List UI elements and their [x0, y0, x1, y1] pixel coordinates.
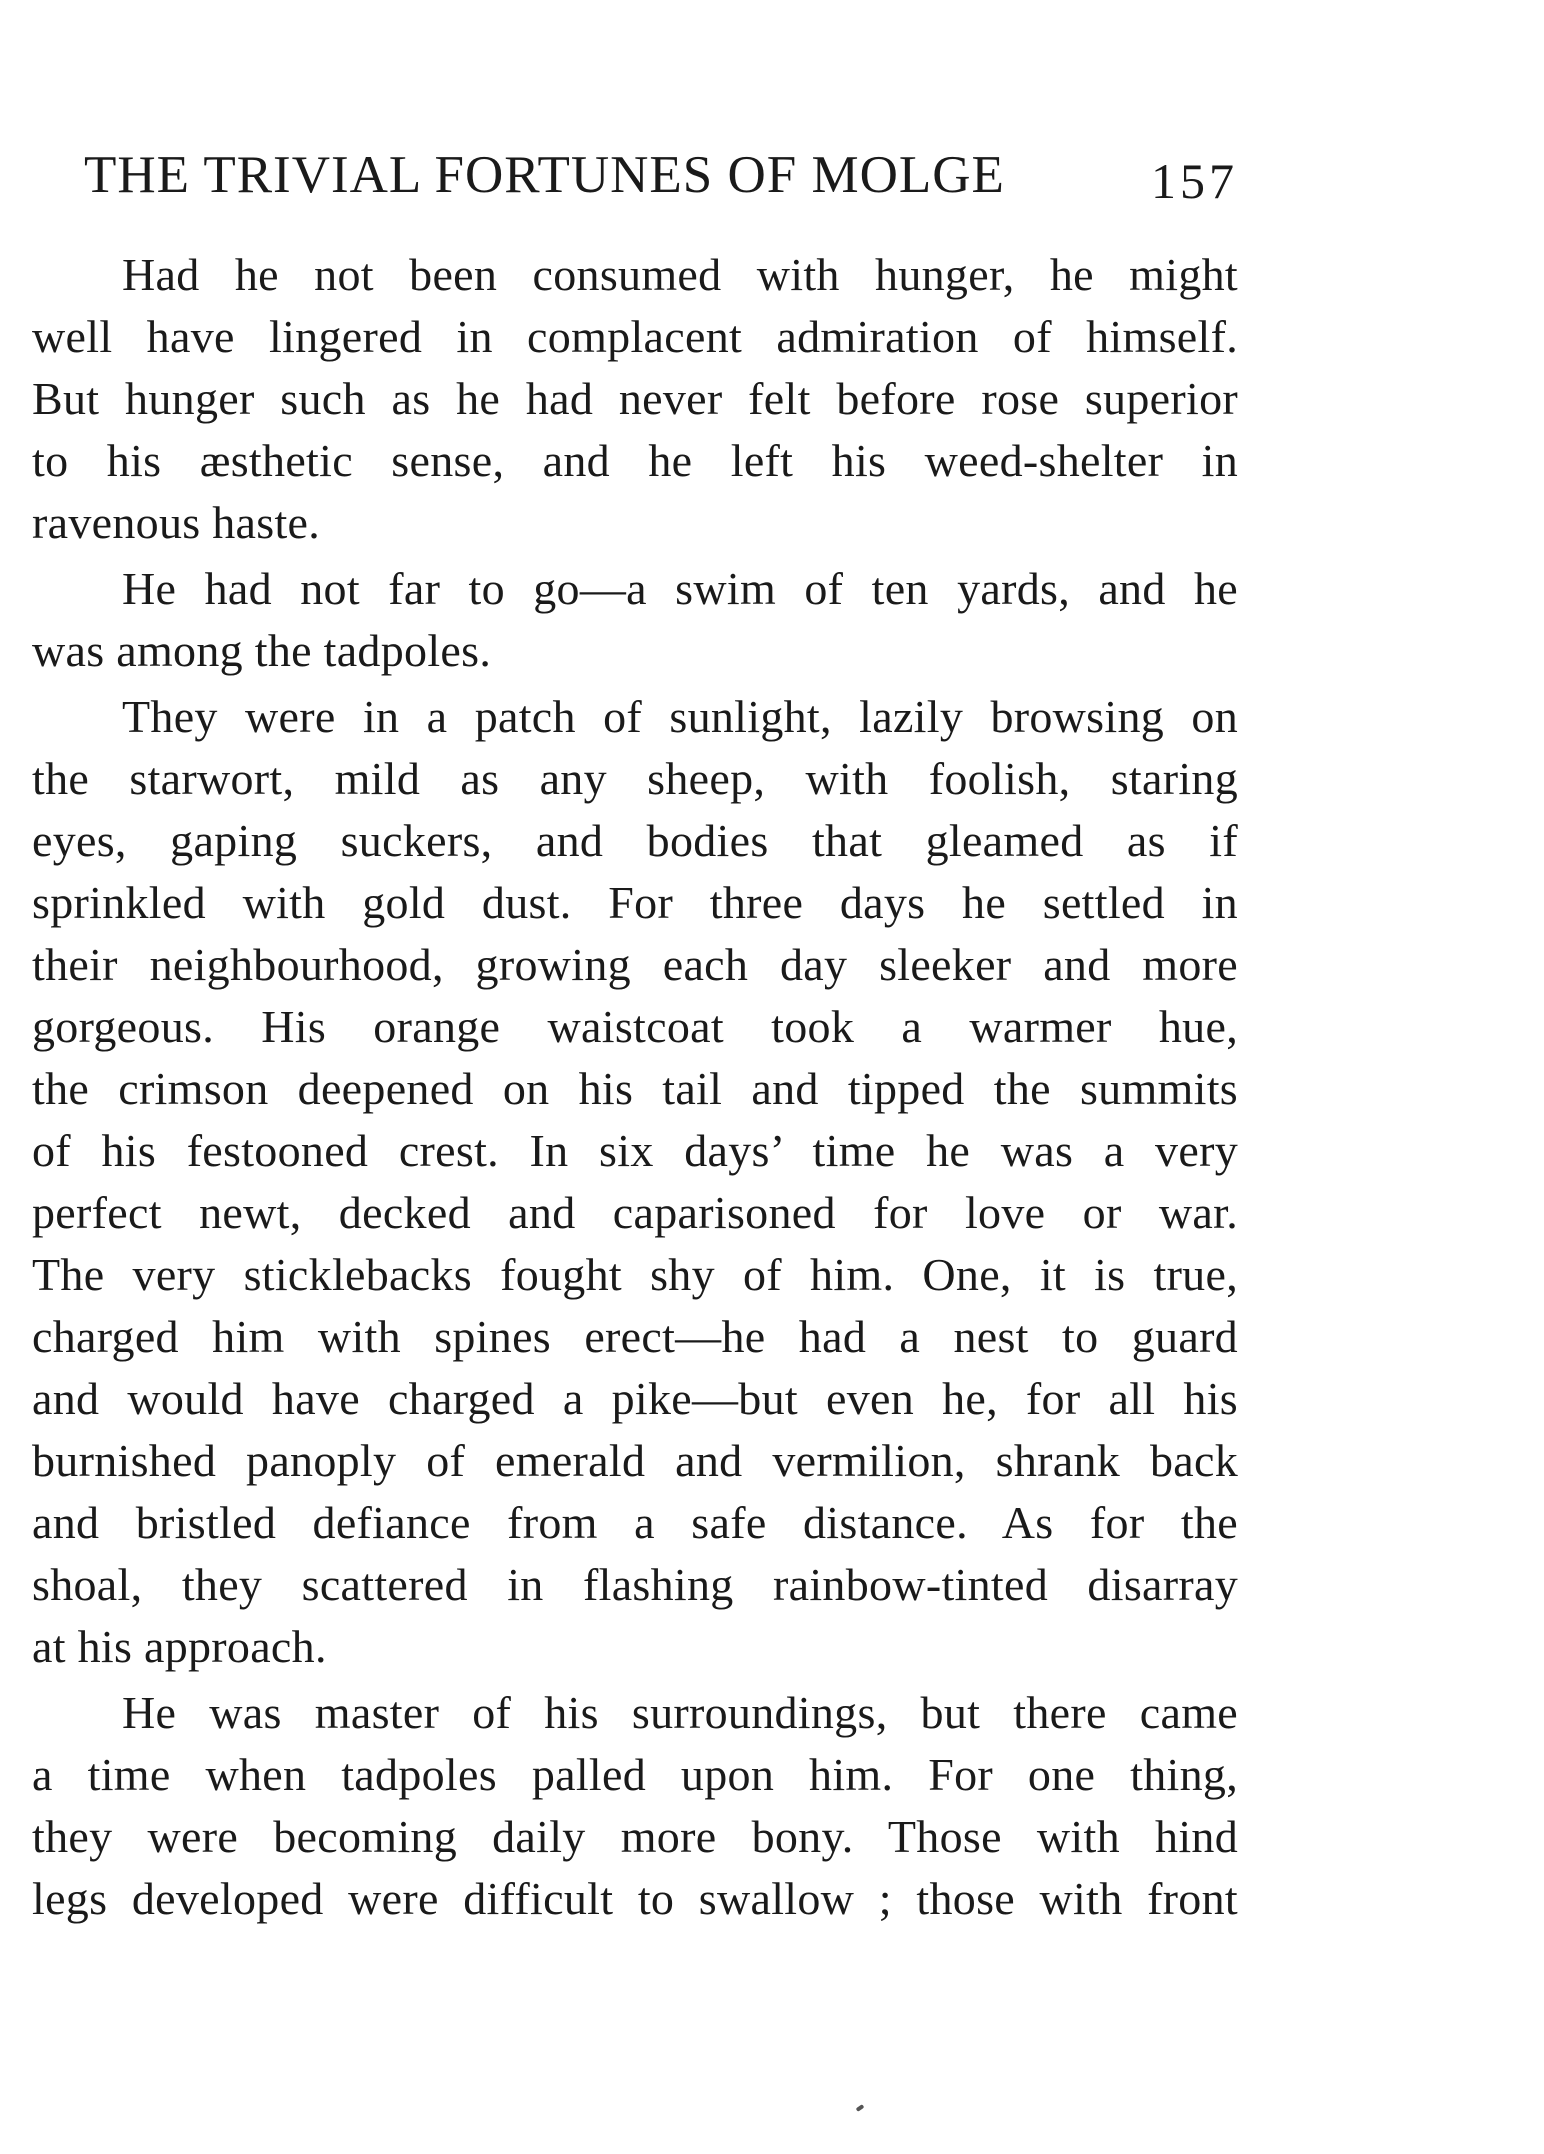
- text-line: Had he not been consumed with hunger, he might: [122, 249, 1238, 300]
- text-line: well have lingered in complacent admiration of himself.: [32, 311, 1238, 362]
- text-line: they were becoming daily more bony. Those with hind: [32, 1811, 1238, 1862]
- paragraph-4: [32, 1682, 1238, 1930]
- text-line: a time when tadpoles palled upon him. For one thing,: [32, 1749, 1238, 1800]
- page-number: 157: [1151, 153, 1238, 209]
- text-line: at his approach.: [32, 1621, 327, 1672]
- text-line: was among the tadpoles.: [32, 625, 492, 676]
- text-line: The very sticklebacks fought shy of him. One, it is true,: [32, 1249, 1238, 1300]
- text-line: But hunger such as he had never felt before rose superior: [32, 373, 1238, 424]
- text-line: sprinkled with gold dust. For three days he settled in: [32, 877, 1238, 928]
- running-head: [84, 140, 1238, 210]
- text-line: perfect newt, decked and caparisoned for love or war.: [32, 1187, 1238, 1238]
- running-title: THE TRIVIAL FORTUNES OF MOLGE: [84, 146, 1005, 204]
- text-line: shoal, they scattered in flashing rainbow-tinted disarray: [32, 1559, 1238, 1610]
- paragraph-3: [32, 686, 1238, 1678]
- text-line: He had not far to go—a swim of ten yards, and he: [122, 563, 1238, 614]
- text-line: of his festooned crest. In six days’ time he was a very: [32, 1125, 1238, 1176]
- text-line: eyes, gaping suckers, and bodies that gleamed as if: [32, 815, 1238, 866]
- text-line: He was master of his surroundings, but there came: [122, 1687, 1238, 1738]
- body-text: [32, 244, 1238, 1930]
- text-line: ravenous haste.: [32, 497, 321, 548]
- text-line: to his æsthetic sense, and he left his weed-shelter in: [32, 435, 1238, 486]
- text-line: legs developed were difficult to swallow ; those with front: [32, 1873, 1238, 1924]
- text-line: the starwort, mild as any sheep, with foolish, staring: [32, 753, 1238, 804]
- text-line: charged him with spines erect—he had a nest to guard: [32, 1311, 1238, 1362]
- text-line: and would have charged a pike—but even he, for all his: [32, 1373, 1238, 1424]
- ink-speck: [856, 2104, 865, 2112]
- text-line: gorgeous. His orange waistcoat took a warmer hue,: [32, 1001, 1238, 1052]
- text-line: the crimson deepened on his tail and tipped the summits: [32, 1063, 1238, 1114]
- text-line: They were in a patch of sunlight, lazily browsing on: [122, 691, 1238, 742]
- text-line: and bristled defiance from a safe distance. As for the: [32, 1497, 1238, 1548]
- text-line: burnished panoply of emerald and vermilion, shrank back: [32, 1435, 1238, 1486]
- paragraph-1: [32, 244, 1238, 554]
- text-line: their neighbourhood, growing each day sleeker and more: [32, 939, 1238, 990]
- paragraph-2: [32, 558, 1238, 682]
